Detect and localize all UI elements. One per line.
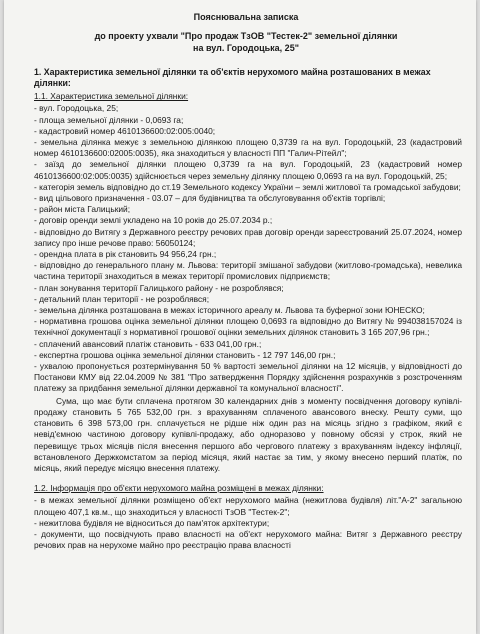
payment-paragraph: Сума, що має бути сплачена протягом 30 календарних днів з моменту посвідчення договору купівлі-продажу становить 5 765 532,00 грн. з врахуванням сплаченого авансового внеску. Решту суми, що становить 6 398 573,00 грн. сплачується не рідше ніж один раз на місяць згідно з графіком, який є невід'ємною частиною договору купівлі-продажу, або одноразово у повному обсязі у строк, який не перевищує трьох місяців після внесення першого або чергового платежу з врахуванням індексу інфляції, встановленого Держкомстатом за період місяця, який настає за тим, у якому внесено перший платіж, по місяць, який передує місяцю внесення платежу. — [34, 395, 462, 473]
list-item: - детальний план території - не розроблявся; — [34, 293, 210, 304]
list-item: - документи, що посвідчують право власності на об'єкт нерухомого майна: Витяг з Державного реєстру речових прав на нерухоме майно про реєстрацію права власності — [34, 528, 462, 551]
list-item: - земельна ділянка розташована в межах історичного ареалу м. Львова та буферної зони ЮНЕСКО; — [34, 305, 425, 316]
list-item: - район міста Галицький; — [34, 204, 131, 215]
list-item: - нежитлова будівля не відноситься до пам'яток архітектури; — [34, 517, 270, 528]
list-item: - орендна плата в рік становить 94 956,24 грн.; — [34, 249, 217, 260]
list-item: - кадастровий номер 4610136600:02:005:0040; — [34, 125, 216, 136]
list-item: - договір оренди землі укладено на 10 років до 25.07.2034 р.; — [34, 215, 273, 226]
list-item: - відповідно до генерального плану м. Львова: території змішаної забудови (житлово-громадська), невелика частина території знаходиться в межах території промислових підприємств; — [34, 260, 462, 282]
list-item: - сплачений авансовий платіж становить - 633 041,00 грн.; — [34, 338, 262, 349]
list-item: - відповідно до Витягу з Державного реєстру речових прав договір оренди зареєстрований 25.07.2024, номер запису про інше речове право: 56050124; — [34, 226, 462, 248]
list-item: - план зонування території Галицького району - не розроблявся; — [34, 282, 284, 293]
section-1-1-heading: 1.1. Характеристика земельної ділянки: — [34, 91, 189, 102]
document-subtitle — [30, 31, 462, 54]
list-item: - вул. Городоцька, 25; — [34, 103, 119, 114]
list-item: - нормативна грошова оцінка земельної ділянки площею 0,0693 га відповідно до Витягу № 994038157024 із технічної документації з нормативної грошової оцінки земельних ділянок становить 3 165 207,96 грн.; — [34, 316, 462, 338]
list-item: - земельна ділянка межує з земельною ділянкою площею 0,3739 га на вул. Городоцькій, 23 (кадастровий номер 4610136600:02005:0035), яка знаходиться у власності ПП "Галич-Рітейл"; — [34, 137, 462, 159]
subtitle-line-2: на вул. Городоцька, 25" — [193, 42, 299, 53]
document-title: Пояснювальна записка — [193, 12, 299, 22]
list-item: - заїзд до земельної ділянки площею 0,3739 га на вул. Городоцькій, 23 (кадастровий номер 4610136600:02:005:0035) здійснюється через земельну ділянку площею 0,0693 га на вул. Городоцькій, 25; — [34, 159, 462, 181]
section-1-2-heading: 1.2. Інформація про об'єкти нерухомого майна розміщені в межах ділянки: — [34, 483, 324, 494]
subtitle-line-1: до проекту ухвали "Про продаж ТзОВ "Тестек-2" земельної ділянки — [94, 31, 398, 42]
list-item: - експертна грошова оцінка земельної ділянки становить - 12 797 146,00 грн.; — [34, 349, 336, 360]
list-item: - в межах земельної ділянки розміщено об'єкт нерухомого майна (нежитлова будівля) літ."А-2" загальною площею 407,1 кв.м., що знаходиться у власності ТзОВ "Тестек-2"; — [34, 495, 462, 517]
document-body — [4, 0, 476, 551]
list-item: - площа земельної ділянки - 0,0693 га; — [34, 114, 184, 125]
list-item: - вид цільового призначення - 03.07 – для будівництва та обслуговування об'єктів торгівлі; — [34, 193, 386, 204]
section-1-heading: 1. Характеристика земельної ділянки та об'єктів нерухомого майна розташованих в межах ділянки: — [34, 67, 431, 89]
document-page — [4, 0, 476, 634]
list-item: - ухвалою пропонується розтермінування 50 % вартості земельної ділянки на 12 місяців, у відповідності до Постанови КМУ від 22.04.2009 № 381 "Про затвердження Порядку здійснення розрахунків з розстроченням платежу за придбання земельної ділянки державної та комунальної власності". — [34, 361, 462, 394]
list-item: - категорія земель відповідно до ст.19 Земельного кодексу України – землі житлової та громадської забудови; — [34, 181, 461, 192]
